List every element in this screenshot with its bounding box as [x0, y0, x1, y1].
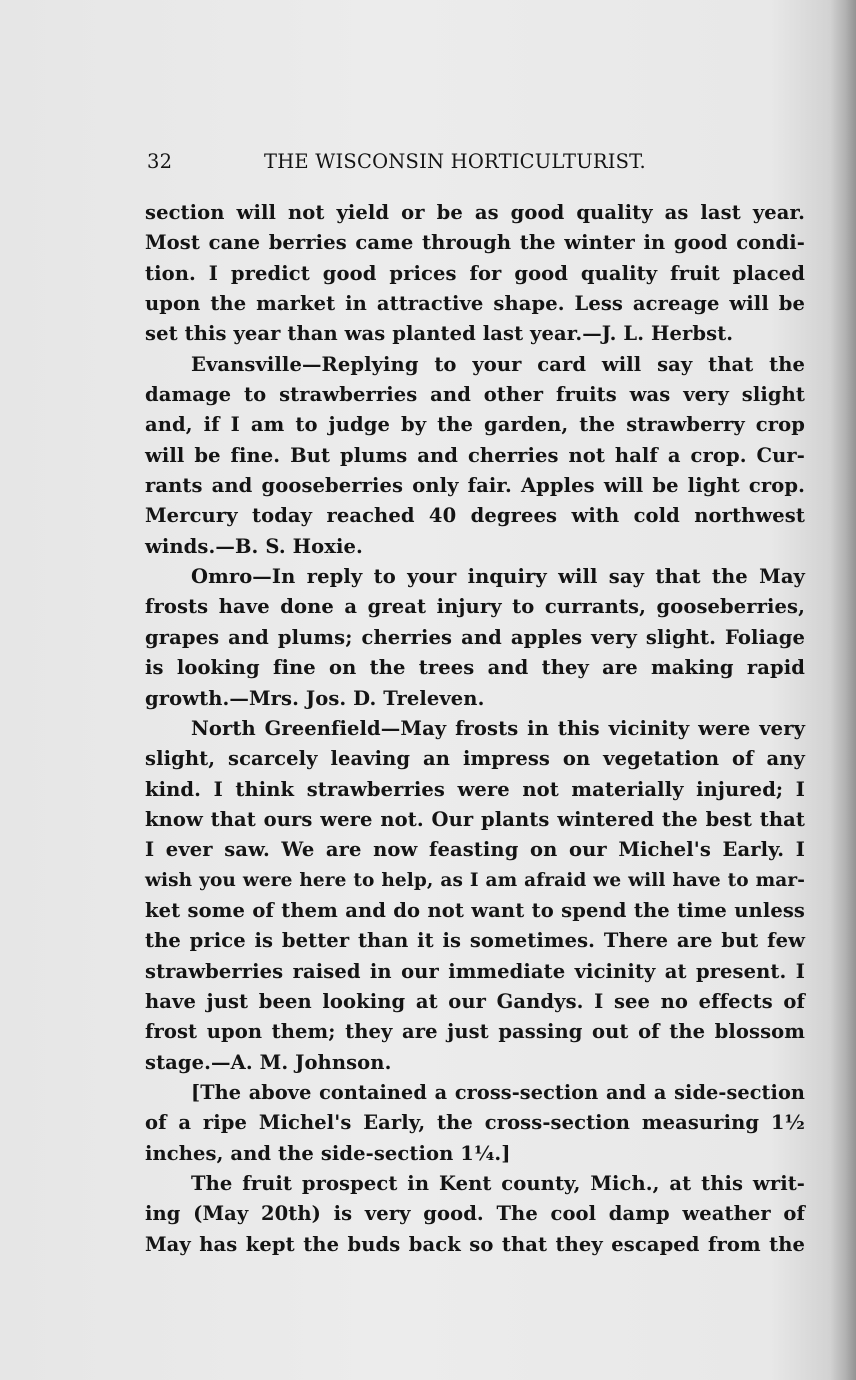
text-line: frost upon them; they are just passing out of the blossom — [145, 1020, 805, 1044]
text-line: rants and gooseberries only fair. Apples will be light crop. — [145, 474, 805, 498]
text-line: and, if I am to judge by the garden, the strawberry crop — [145, 413, 805, 437]
text-line: ing (May 20th) is very good. The cool damp weather of — [145, 1202, 805, 1226]
text-line: growth.—Mrs. Jos. D. Treleven. — [145, 686, 485, 710]
text-line: The fruit prospect in Kent county, Mich., at this writ- — [191, 1172, 805, 1195]
text-line: North Greenfield—May frosts in this vicinity were very — [191, 716, 805, 740]
text-line: Evansville—Replying to your card will say that the — [191, 352, 805, 376]
text-line: know that ours were not. Our plants wintered the best that — [145, 807, 805, 831]
text-line: slight, scarcely leaving an impress on vegetation of any — [145, 747, 805, 771]
running-title: THE WISCONSIN HORTICULTURIST. — [264, 150, 646, 173]
page-number: 32 — [147, 150, 173, 173]
text-line: stage.—A. M. Johnson. — [145, 1050, 392, 1074]
text-line: kind. I think strawberries were not materially injured; I — [145, 777, 805, 801]
text-line: May has kept the buds back so that they escaped from the — [145, 1232, 805, 1256]
page-gutter-shadow — [830, 0, 856, 1380]
text-line: have just been looking at our Gandys. I see no effects of — [145, 989, 805, 1013]
text-line: damage to strawberries and other fruits was very slight — [145, 383, 805, 407]
text-line: frosts have done a great injury to currants, gooseberries, — [145, 595, 805, 619]
text-line: strawberries raised in our immediate vicinity at present. I — [145, 959, 805, 983]
text-line: tion. I predict good prices for good quality fruit placed — [145, 261, 805, 285]
text-line: inches, and the side-section 1¼.] — [145, 1141, 511, 1165]
text-line: I ever saw. We are now feasting on our Michel's Early. I — [145, 838, 805, 862]
text-line: Most cane berries came through the winter in good condi- — [145, 231, 805, 255]
text-line: the price is better than it is sometimes. There are but few — [145, 929, 805, 953]
text-line: Mercury today reached 40 degrees with cold northwest — [145, 504, 805, 528]
text-line: will be fine. But plums and cherries not half a crop. Cur- — [145, 443, 805, 467]
text-line: set this year than was planted last year.—J. L. Herbst. — [145, 322, 734, 346]
text-line: is looking fine on the trees and they are making rapid — [145, 656, 805, 680]
text-line: section will not yield or be as good quality as last year. — [145, 201, 805, 224]
text-line: ket some of them and do not want to spend the time unless — [145, 898, 805, 922]
text-line: winds.—B. S. Hoxie. — [145, 534, 363, 558]
text-line: grapes and plums; cherries and apples very slight. Foliage — [145, 625, 805, 649]
running-header — [147, 150, 717, 180]
text-line: of a ripe Michel's Early, the cross-section measuring 1½ — [145, 1111, 805, 1135]
text-line: upon the market in attractive shape. Less acreage will be — [145, 292, 805, 316]
text-line: wish you were here to help, as I am afraid we will have to mar- — [145, 869, 805, 891]
text-line: Omro—In reply to your inquiry will say that the May — [191, 565, 805, 589]
article-body — [145, 198, 805, 1260]
text-line: [The above contained a cross-section and a side-section — [191, 1080, 805, 1104]
